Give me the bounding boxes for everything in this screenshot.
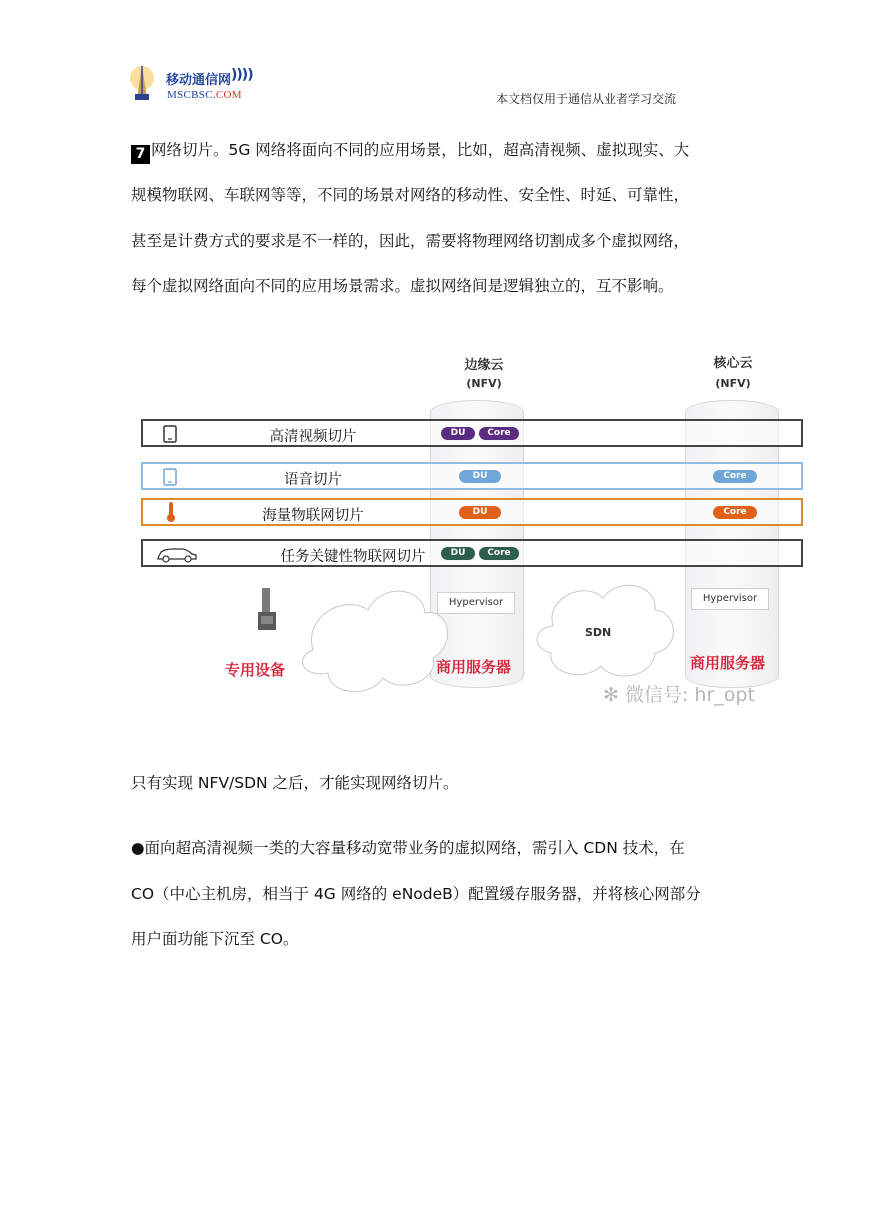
slice-label: 海量物联网切片 [262, 508, 364, 524]
du-pill: DU [459, 470, 501, 483]
core-pill: Core [479, 427, 519, 440]
du-pill: DU [441, 547, 475, 560]
network-slicing-diagram [133, 348, 813, 720]
du-pill: DU [459, 506, 501, 519]
sdn-label: SDN [585, 626, 612, 639]
core-cloud-label: 核心云 [713, 356, 753, 371]
hypervisor-core: Hypervisor [691, 588, 769, 610]
core-cloud-nfv: (NFV) [715, 377, 751, 390]
core-pill: Core [479, 547, 519, 560]
section-line-3: 甚至是计费方式的要求是不一样的，因此，需要将物理网络切割成多个虚拟网络， [131, 232, 690, 250]
commercial-server-label-2: 商用服务器 [690, 654, 766, 672]
dedicated-device-label: 专用设备 [225, 661, 286, 679]
core-pill: Core [713, 470, 757, 483]
header-note: 本文档仅用于通信从业者学习交流 [496, 92, 677, 106]
slice-voice [141, 462, 803, 490]
signal-waves-icon: )))) [231, 67, 253, 83]
edge-cloud-nfv: (NFV) [466, 377, 502, 390]
number-badge: 7 [131, 145, 150, 164]
slice-label: 任务关键性物联网切片 [280, 549, 426, 565]
wechat-icon: ✻ [603, 684, 619, 706]
wechat-watermark: ✻ 微信号: hr_opt [603, 684, 755, 706]
slice-label: 语音切片 [284, 472, 342, 488]
slice-critical-iot [141, 539, 803, 567]
section-line-1: 7 网络切片。5G 网络将面向不同的应用场景，比如，超高清视频、虚拟现实、大 [131, 138, 689, 164]
commercial-server-label-1: 商用服务器 [436, 658, 512, 676]
section-line-2: 规模物联网、车联网等等，不同的场景对网络的移动性、安全性、时延、可靠性， [131, 186, 690, 204]
site-logo [130, 64, 270, 104]
bullet-line-1: ●面向超高清视频一类的大容量移动宽带业务的虚拟网络，需引入 CDN 技术，在 [131, 839, 685, 857]
slice-hd-video [141, 419, 803, 447]
du-pill: DU [441, 427, 475, 440]
hypervisor-edge: Hypervisor [437, 592, 515, 614]
antenna-tower-icon [130, 64, 158, 102]
nfv-sdn-line: 只有实现 NFV/SDN 之后，才能实现网络切片。 [131, 774, 459, 792]
slice-massive-iot [141, 498, 803, 526]
bullet-line-2: CO（中心主机房，相当于 4G 网络的 eNodeB）配置缓存服务器，并将核心网部分 [131, 885, 701, 903]
dedicated-device-icon [255, 586, 279, 634]
logo-name: 移动通信网 [166, 73, 232, 88]
bullet-line-3: 用户面功能下沉至 CO。 [131, 930, 299, 948]
core-pill: Core [713, 506, 757, 519]
edge-cloud-label: 边缘云 [464, 358, 504, 373]
logo-domain: MSCBSC.COM [167, 89, 242, 101]
section-line-4: 每个虚拟网络面向不同的应用场景需求。虚拟网络间是逻辑独立的，互不影响。 [131, 277, 674, 295]
slice-label: 高清视频切片 [269, 429, 357, 445]
